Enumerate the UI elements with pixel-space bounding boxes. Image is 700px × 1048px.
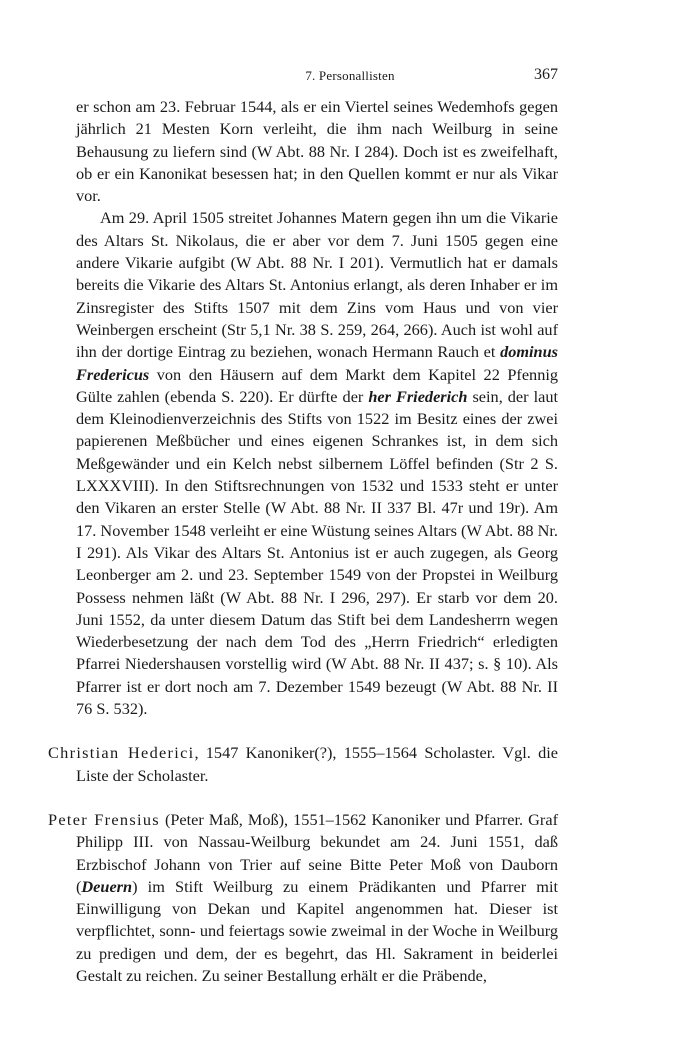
paragraph-text: sein, der laut dem Kleinodienverzeichnis des Stifts von 1522 im Besitz eines der zwei papierenen Meßbücher und eines eigenen Schrankes ist, in dem sich Meßgewänder und ein Kelch nebst silbernem Löffel befinden (Str 2 S. LXXXVIII). In den Stiftsrechnungen von 1532 und 1533 steht er unter den Vikaren an erster Stelle (W Abt. 88 Nr. II 337 Bl. 47r und 19r). Am 17. November 1548 verleiht er eine Wüstung seines Altars (W Abt. 88 Nr. I 291). Als Vikar des Altars St. Antonius ist er auch zugegen, als Georg Leonberger am 2. und 23. September 1549 von der Propstei in Weilburg Possess nehmen läßt (W Abt. 88 Nr. I 296, 297). Er starb vor dem 20. Juni 1552, da unter diesem Datum das Stift bei dem Landesherrn wegen Wiederbesetzung der nach dem Tod des „Herrn Friedrich“ erledigten Pfarrei Niedershausen vorstellig wird (W Abt. 88 Nr. II 437; s. § 10). Als Pfarrer ist er dort noch am 7. Dezember 1549 bezeugt (W Abt. 88 Nr. II 76 S. 532). (76, 386, 558, 719)
running-title: 7. Personallisten (305, 68, 395, 83)
paragraph-text: von den Häusern auf dem Markt dem Kapitel 22 Pfennig Gülte zahlen (ebenda S. 220). Er dürfte der (76, 364, 558, 406)
emphasis-her-friederich: her Friederich (368, 386, 468, 406)
entry-name: Peter Frensius (48, 809, 160, 829)
emphasis-dominus-fredericus: dominus Fredericus (76, 342, 558, 384)
entry-text: ) im Stift Weilburg zu einem Prädikanten und Pfarrer mit Einwilligung von Dekan und Kapitel angenommen hat. Dieser ist verpflichtet, sonn- und feiertags sowie zweimal in der Woche in Weilburg zu predigen und dem, der es begehrt, das Hl. Sakrament in beiderlei Gestalt zu reichen. Zu seiner Bestallung erhält er die Präbende, (76, 876, 558, 985)
entry-name: Christian Hederici (48, 743, 195, 763)
running-head (0, 66, 700, 86)
emphasis-deuern: Deuern (81, 876, 133, 896)
page-number: 367 (534, 66, 558, 83)
entry-peter-frensius (48, 809, 558, 987)
paragraph-continuation: er schon am 23. Februar 1544, als er ein Viertel seines Wedemhofs gegen jährlich 21 Mesten Korn verleiht, die ihm nach Weilburg in seine Behausung zu liefern sind (W Abt. 88 Nr. I 284). Doch ist es zweifelhaft, ob er ein Kanonikat besessen hat; in den Quellen kommt er nur als Vikar vor. (76, 97, 558, 206)
body-text (48, 96, 558, 987)
paragraph-text: Am 29. April 1505 streitet Johannes Matern gegen ihn um die Vikarie des Altars St. Nikolaus, die er aber vor dem 7. Juni 1505 gegen eine andere Vikarie aufgibt (W Abt. 88 Nr. I 201). Vermutlich hat er damals bereits die Vikarie des Altars St. Antonius erlangt, als deren Inhaber er im Zinsregister des Stifts 1507 mit dem Zins vom Haus und von vier Weinbergen erscheint (Str 5,1 Nr. 38 S. 259, 264, 266). Auch ist wohl auf ihn der dortige Eintrag zu beziehen, wonach Hermann Rauch et (76, 208, 558, 362)
entry-text: (Peter Maß, Moß), 1551–1562 Kanoniker und Pfarrer. Graf Philipp III. von Nassau-Weilburg bekundet am 24. Juni 1551, daß Erzbischof Johann von Trier auf seine Bitte Peter Moß von Dauborn ( (76, 809, 558, 896)
entry-christian-hederici (48, 742, 558, 787)
paragraph-indented (48, 207, 558, 720)
entry-text: , 1547 Kanoniker(?), 1555–1564 Scholaster. Vgl. die Liste der Scholaster. (76, 743, 558, 785)
